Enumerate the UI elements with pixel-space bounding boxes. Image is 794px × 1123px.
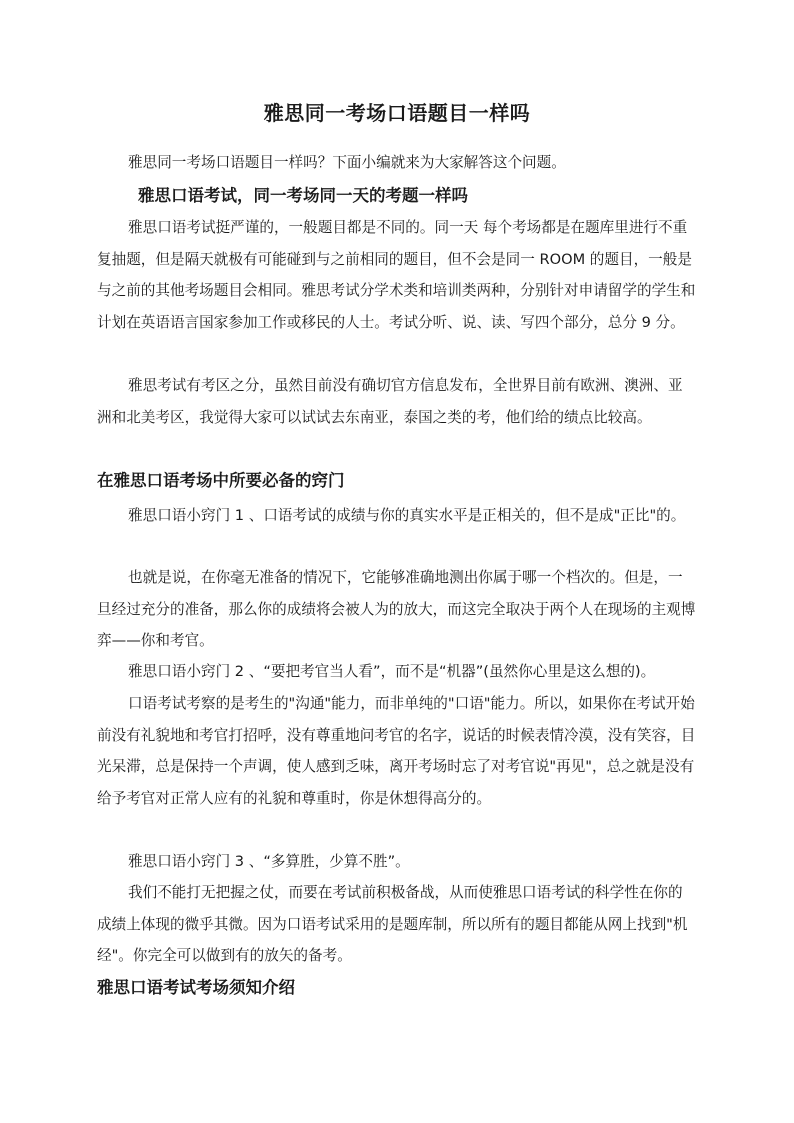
paragraph-exam-rules: 雅思口语考试挺严谨的，一般题目都是不同的。同一天 每个考场都是在题库里进行不重复抽题，但是隔天就极有可能碰到与之前相同的题目，但不会是同一 ROOM 的题目，一般是与之前的其他考场题目会相同。雅思考试分学术类和培训类两种，分别针对申请留学的学生和计划在英语语言国家参加工作或移民的人士。考试分听、说、读、写四个部分，总分 9 分。 — [97, 219, 696, 331]
paragraph-tip-2: 雅思口语小窍门 2 、“要把考官当人看”，而不是“机器”(虽然你心里是这么想的)。 — [128, 663, 656, 680]
section-heading-tips: 在雅思口语考场中所要必备的窍门 — [97, 471, 345, 490]
paragraph-tip-3-detail: 我们不能打无把握之仗，而要在考试前积极备战，从而使雅思口语考试的科学性在你的成绩上体现的微乎其微。因为口语考试采用的是题库制，所以所有的题目都能从网上找到"机经"。你完全可以做到有的放矢的备考。 — [97, 884, 688, 964]
paragraph-tip-3: 雅思口语小窍门 3 、“多算胜，少算不胜”。 — [128, 853, 410, 870]
paragraph-tip-1: 雅思口语小窍门 1 、口语考试的成绩与你的真实水平是正相关的，但不是成"正比"的。 — [128, 507, 686, 524]
intro-paragraph: 雅思同一考场口语题目一样吗？下面小编就来为大家解答这个问题。 — [128, 154, 566, 171]
section-heading-exam-notice: 雅思口语考试考场须知介绍 — [97, 978, 295, 997]
paragraph-tip-1-detail: 也就是说，在你毫无准备的情况下，它能够准确地测出你属于哪一个档次的。但是，一旦经过充分的准备，那么你的成绩将会被人为的放大，而这完全取决于两个人在现场的主观博弈——你和考官。 — [97, 569, 696, 649]
paragraph-exam-regions: 雅思考试有考区之分，虽然目前没有确切官方信息发布，全世界目前有欧洲、澳洲、亚洲和北美考区，我觉得大家可以试试去东南亚，泰国之类的考，他们给的绩点比较高。 — [97, 377, 683, 426]
subheading: 雅思口语考试，同一考场同一天的考题一样吗 — [138, 186, 468, 205]
paragraph-tip-2-detail: 口语考试考察的是考生的"沟通"能力，而非单纯的"口语"能力。所以，如果你在考试开始前没有礼貌地和考官打招呼，没有尊重地问考官的名字，说话的时候表情冷漠，没有笑容，目光呆滞，总是保持一个声调，使人感到乏味，离开考场时忘了对考官说"再见"，总之就是没有给予考官对正常人应有的礼貌和尊重时，你是休想得高分的。 — [97, 695, 696, 807]
document-title: 雅思同一考场口语题目一样吗 — [263, 101, 531, 125]
